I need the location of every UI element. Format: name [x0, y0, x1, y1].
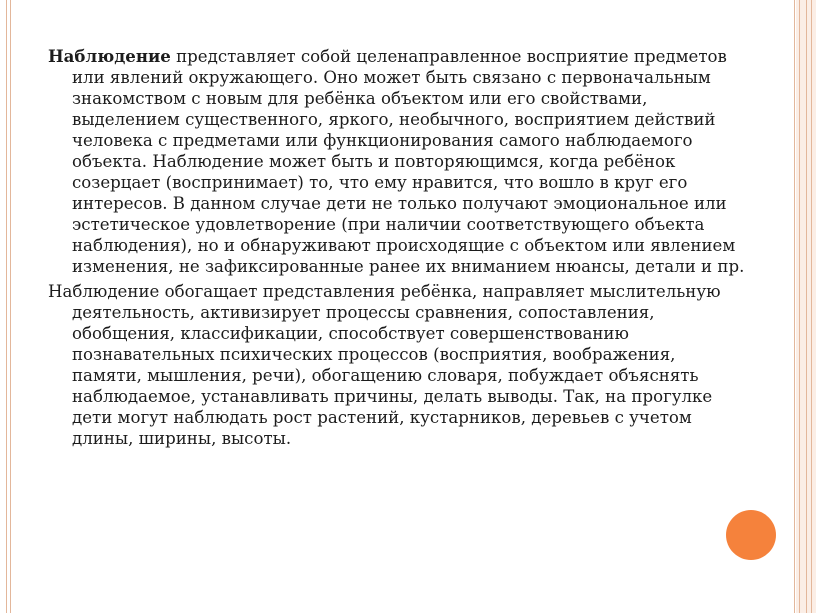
paragraph-lead-term: Наблюдение [48, 46, 171, 66]
paragraph-observation-definition [48, 46, 750, 277]
paragraph-observation-benefits [48, 281, 750, 449]
frame-line-right-2 [799, 0, 800, 613]
frame-line-right-4 [811, 0, 812, 613]
frame-line-left-inner [10, 0, 11, 613]
frame-line-left-outer [6, 0, 7, 613]
orange-circle-decoration [726, 510, 776, 560]
slide-content [48, 46, 750, 453]
paragraph-body: Наблюдение обогащает представления ребёнка, направляет мыслительную деятельность, активизирует процессы сравнения, сопоставления, обобщения, классификации, способствует совершенствованию познавательных психических процессов (восприятия, воображения, памяти, мышления, речи), обогащению словаря, побуждает объяснять наблюдаемое, устанавливать причины, делать выводы. Так, на прогулке дети могут наблюдать рост растений, кустарников, деревьев с учетом длины, ширины, высоты. [48, 282, 721, 448]
frame-line-right-3 [806, 0, 807, 613]
frame-line-right-1 [794, 0, 795, 613]
paragraph-body: представляет собой целенаправленное восприятие предметов или явлений окружающего. Оно может быть связано с первоначальным знакомством с новым для ребёнка объектом или его свойствами, выделением существенного, яркого, необычного, восприятием действий человека с предметами или функционирования самого наблюдаемого объекта. Наблюдение может быть и повторяющимся, когда ребёнок созерцает (воспринимает) то, что ему нравится, что вошло в круг его интересов. В данном случае дети не только получают эмоциональное или эстетическое удовлетворение (при наличии соответствующего объекта наблюдения), но и обнаруживают происходящие с объектом или явлением изменения, не зафиксированные ранее их вниманием нюансы, детали и пр. [72, 47, 745, 276]
